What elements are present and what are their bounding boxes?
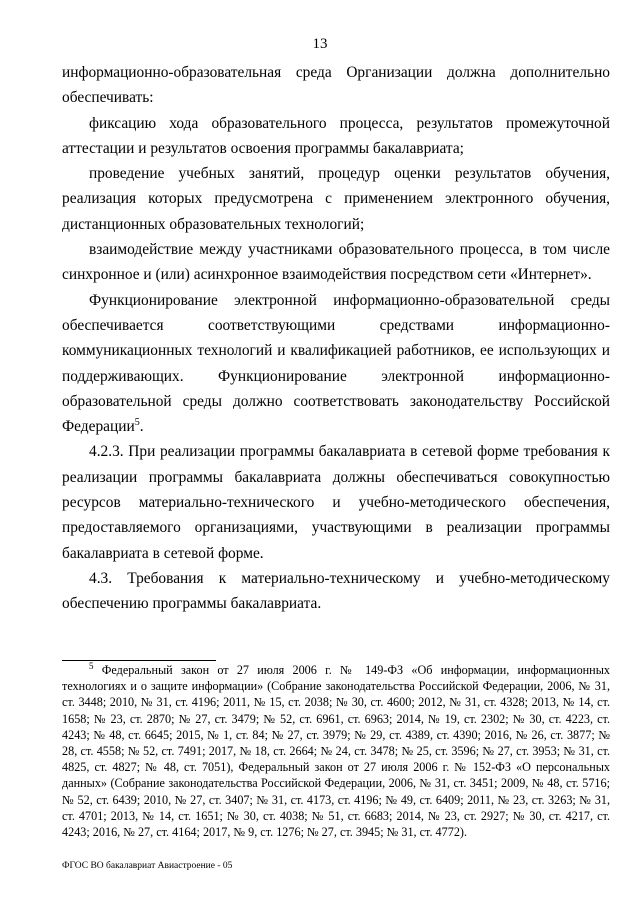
footnote bbox=[62, 662, 610, 840]
footnote-separator bbox=[62, 660, 216, 661]
paragraph: 4.3. Требования к материально-техническому и учебно-методическому обеспечению программы бакалавриата. bbox=[62, 569, 610, 613]
footnote-number: 5 bbox=[89, 660, 94, 671]
footnote-text: Федеральный закон от 27 июля 2006 г. № 149-ФЗ «Об информации, информационных технологиях и о защите информации» (Собрание законодательства Российской Федерации, 2006, № 31, ст. 3448; 2010, № 31, ст. 4196; 2011, № 15, ст. 2038; № 30, ст. 4600; 2012, № 31, ст. 4328; 2013, № 14, ст. 1658; № 23, ст. 2870; № 27, ст. 3479; № 52, ст. 6961, ст. 6963; 2014, № 19, ст. 2302; № 30, ст. 4223, ст. 4243; № 48, ст. 6645; 2015, № 1, ст. 84; № 27, ст. 3979; № 29, ст. 4389, ст. 4390; 2016, № 26, ст. 3877; № 28, ст. 4558; № 52, ст. 7491; 2017, № 18, ст. 2664; № 24, ст. 3478; № 25, ст. 3596; № 27, ст. 3953; № 31, ст. 4825, ст. 4827; № 48, ст. 7051), Федеральный закон от 27 июля 2006 г. № 152-ФЗ «О персональных данных» (Собрание законодательства Российской Федерации, 2006, № 31, ст. 3451; 2009, № 48, ст. 5716; № 52, ст. 6439; 2010, № 27, ст. 3407; № 31, ст. 4173, ст. 4196; № 49, ст. 6409; 2011, № 23, ст. 3263; № 31, ст. 4701; 2013, № 14, ст. 1651; № 30, ст. 4038; № 51, ст. 6683; 2014, № 23, ст. 2927; № 30, ст. 4217, ст. 4243; 2016, № 27, ст. 4164; 2017, № 9, ст. 1276; № 27, ст. 3945; № 31, ст. 4772). bbox=[62, 663, 610, 840]
paragraph: взаимодействие между участниками образовательного процесса, в том числе синхронное и (или) асинхронное взаимодействия посредством сети «Интернет». bbox=[62, 241, 610, 284]
paragraph: проведение учебных занятий, процедур оценки результатов обучения, реализация которых предусмотрена с применением электронного обучения, дистанционных образовательных технологий; bbox=[62, 165, 610, 233]
paragraph-text: Функционирование электронной информационно-образовательной среды обеспечивается соответствующими средствами информационно-коммуникационных технологий и квалификацией работников, ее использующих и поддерживающих. Функционирование электронной информационно-образовательной среды должно соответствовать законодательству Российской Федерации bbox=[62, 291, 610, 436]
body-text bbox=[62, 60, 610, 617]
paragraph bbox=[62, 288, 610, 440]
paragraph-end-punctuation: . bbox=[139, 418, 144, 436]
paragraph: фиксацию хода образовательного процесса, результатов промежуточной аттестации и результатов освоения программы бакалавриата; bbox=[62, 114, 610, 157]
page-number: 13 bbox=[312, 36, 328, 52]
page-footer: ФГОС ВО бакалавриат Авиастроение - 05 bbox=[62, 861, 233, 871]
paragraph: информационно-образовательная среда Организации должна дополнительно обеспечивать: bbox=[62, 64, 610, 107]
footnote-reference[interactable]: 5 bbox=[134, 417, 140, 429]
paragraph: 4.2.3. При реализации программы бакалавриата в сетевой форме требования к реализации программы бакалавриата должны обеспечиваться совокупностью ресурсов материально-технического и учебно-методического обеспечения, предоставляемого организациями, участвующими в реализации программы бакалавриата в сетевой форме. bbox=[62, 443, 610, 562]
